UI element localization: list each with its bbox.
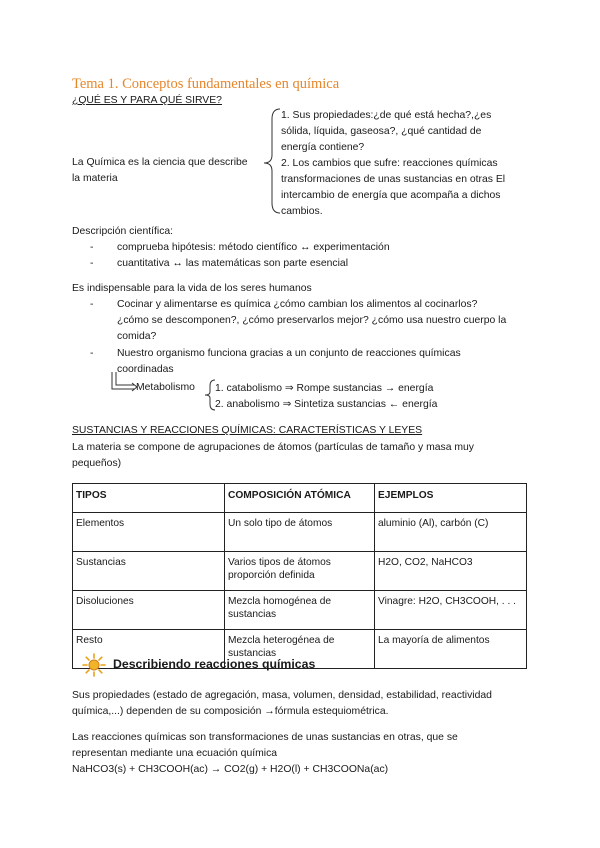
intro-definition (72, 155, 248, 187)
table-cell: Mezcla homogénea de sustancias (225, 591, 375, 630)
list-item: - cuantitativa ↔ las matemáticas son parte esencial (90, 258, 349, 269)
metabolismo-item: 1. catabolismo ⇒ Rompe sustancias → energía (215, 383, 434, 394)
reacciones-p1 (72, 688, 492, 720)
list-item-text: comprueba hipótesis: método científico ↔ experimentación (117, 242, 390, 253)
table-cell: aluminio (Al), carbón (C) (375, 513, 527, 552)
list-item-line: comida? (117, 331, 157, 342)
descripcion-label: Descripción científica: (72, 226, 174, 237)
intro-properties-line: transformaciones de unas sustancias en otras El (281, 174, 506, 185)
list-item-line: Nuestro organismo funciona gracias a un conjunto de reacciones químicas (117, 348, 461, 359)
metabolismo-label: Metabolismo (136, 382, 195, 393)
intro-properties (281, 108, 505, 220)
intro-properties-line: intercambio de energía que acompaña a dichos (281, 190, 501, 201)
table-row (73, 513, 527, 552)
sustancias-text (72, 440, 474, 472)
table-row (73, 552, 527, 591)
indispensable-block (72, 281, 506, 378)
table-cell: Mezcla heterogénea de sustancias (225, 630, 375, 669)
table-cell: Varios tipos de átomos proporción definida (225, 552, 375, 591)
list-item-line: ¿cómo se descomponen?, ¿cómo preservarlos mejor? ¿cómo usa nuestro cuerpo la (117, 315, 507, 326)
descripcion-block (72, 224, 390, 272)
list-item: - Nuestro organismo funciona gracias a un conjunto de reacciones químicas coordinadas (72, 346, 506, 378)
paragraph-line: química,...) dependen de su composición →fórmula estequiométrica. (72, 706, 389, 717)
list-item-text: cuantitativa ↔ las matemáticas son parte esencial (117, 258, 349, 269)
table-header-cell: EJEMPLOS (375, 484, 527, 513)
intro-properties-line: 2. Los cambios que sufre: reacciones químicas (281, 158, 498, 169)
table-header-cell: TIPOS (73, 484, 225, 513)
table-header-row (73, 484, 527, 513)
indispensable-label: Es indispensable para la vida de los seres humanos (72, 283, 312, 294)
arrow-icon (110, 372, 138, 394)
table-cell: H2O, CO2, NaHCO3 (375, 552, 527, 591)
table-cell: Vinagre: H2O, CH3COOH, . . . (375, 591, 527, 630)
table-cell: Sustancias (73, 552, 225, 591)
table-cell: Elementos (73, 513, 225, 552)
paragraph-line: Sus propiedades (estado de agregación, masa, volumen, densidad, estabilidad, reactividad (72, 690, 492, 701)
section-heading-que-es: ¿QUÉ ES Y PARA QUÉ SIRVE? (72, 95, 222, 106)
table-row (73, 591, 527, 630)
table-cell: Un solo tipo de átomos (225, 513, 375, 552)
list-item-line: coordinadas (117, 364, 174, 375)
section-heading-sustancias: SUSTANCIAS Y REACCIONES QUÍMICAS: CARACTERÍSTICAS Y LEYES (72, 425, 423, 436)
section-heading-reacciones: Describiendo reacciones químicas (113, 657, 316, 671)
table-cell: La mayoría de alimentos (375, 630, 527, 669)
list-item-line: Cocinar y alimentarse es química ¿cómo cambian los alimentos al cocinarlos? (117, 299, 478, 310)
intro-properties-line: energía contiene? (281, 142, 365, 153)
table-header-cell: COMPOSICIÓN ATÓMICA (225, 484, 375, 513)
intro-properties-line: cambios. (281, 206, 323, 217)
table-cell: Resto (73, 630, 225, 669)
intro-definition-line: la materia (72, 173, 118, 184)
list-item: - comprueba hipótesis: método científico ↔ experimentación (90, 242, 390, 253)
paragraph-line: representan mediante una ecuación química (72, 748, 278, 759)
sun-icon (82, 653, 106, 677)
sustancias-line: pequeños) (72, 458, 122, 469)
paragraph-line: Las reacciones químicas son transformaciones de unas sustancias en otras, que se (72, 732, 458, 743)
metabolismo-list (215, 381, 437, 413)
sustancias-line: La materia se compone de agrupaciones de átomos (partículas de tamaño y masa muy (72, 442, 474, 453)
intro-properties-line: 1. Sus propiedades:¿de qué está hecha?,¿es (281, 110, 492, 121)
tipos-table (72, 483, 527, 669)
intro-properties-line: sólida, líquida, gaseosa?, ¿qué cantidad de (281, 126, 482, 137)
intro-definition-line: La Química es la ciencia que describe (72, 157, 248, 168)
table-cell: Disoluciones (73, 591, 225, 630)
reacciones-p2 (72, 730, 458, 778)
intro-brace (262, 107, 282, 215)
chemical-equation: NaHCO3(s) + CH3COOH(ac) → CO2(g) + H2O(l) + CH3COONa(ac) (72, 764, 389, 775)
metabolismo-item: 2. anabolismo ⇒ Sintetiza sustancias ← energía (215, 399, 438, 410)
page-title: Tema 1. Conceptos fundamentales en química (72, 76, 340, 92)
list-item: - Cocinar y alimentarse es química ¿cómo cambian los alimentos al cocinarlos? ¿cómo se descomponen?, ¿cómo preservarlos mejor? ¿cómo usa nuestro cuerpo la comida? (72, 297, 506, 345)
